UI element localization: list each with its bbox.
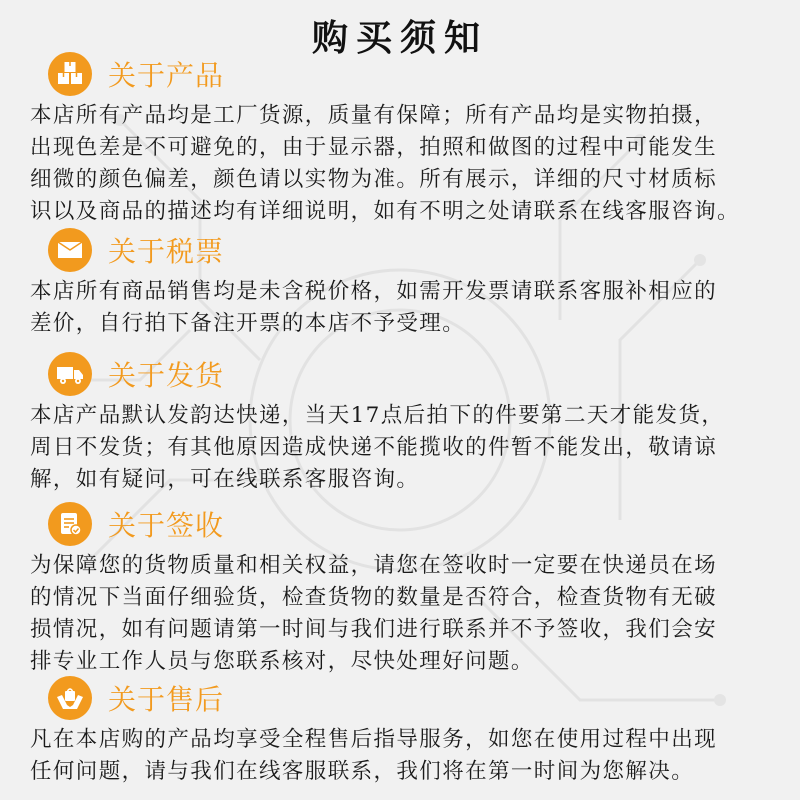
section-header-invoice — [48, 228, 224, 272]
text-line: 本店所有商品销售均是未含税价格，如需开发票请联系客服补相应的 — [30, 279, 718, 304]
truck-icon — [48, 352, 92, 396]
section-body-invoice — [30, 276, 775, 340]
section-body-after-sales — [30, 724, 775, 788]
text-line: 识以及商品的描述均有详细说明，如有不明之处请联系在线客服咨询。 — [30, 199, 740, 224]
text-line: 细微的颜色偏差，颜色请以实物为准。所有展示，详细的尺寸材质标 — [30, 167, 718, 192]
text-line: 周日不发货；有其他原因造成快递不能揽收的件暂不能发出，敬请谅 — [30, 435, 718, 460]
section-header-shipping — [48, 352, 224, 396]
section-title: 关于售后 — [108, 683, 225, 716]
invoice-icon — [48, 228, 92, 272]
section-header-product — [48, 52, 224, 96]
section-body-receipt — [30, 550, 775, 678]
text-line: 排专业工作人员与您联系核对，尽快处理好问题。 — [30, 649, 534, 674]
section-title: 关于发货 — [108, 359, 225, 392]
text-line: 凡在本店购的产品均享受全程售后指导服务，如您在使用过程中出现 — [30, 727, 718, 752]
text-line: 出现色差是不可避免的，由于显示器，拍照和做图的过程中可能发生 — [30, 135, 718, 160]
text-line: 为保障您的货物质量和相关权益，请您在签收时一定要在快递员在场 — [30, 553, 718, 578]
page-title: 购买须知 — [311, 17, 488, 59]
hands-bag-icon — [48, 676, 92, 720]
section-header-receipt — [48, 502, 224, 546]
section-title: 关于产品 — [108, 59, 225, 92]
box-icon — [48, 52, 92, 96]
text-line: 损情况，如有问题请第一时间与我们进行联系并不予签收，我们会安 — [30, 617, 718, 642]
text-line: 本店所有产品均是工厂货源，质量有保障；所有产品均是实物拍摄， — [30, 103, 718, 128]
text-line: 本店产品默认发韵达快递，当天17点后拍下的件要第二天才能发货， — [30, 403, 725, 428]
section-title: 关于税票 — [108, 235, 225, 268]
section-header-after-sales — [48, 676, 224, 720]
section-body-shipping — [30, 400, 775, 496]
clipboard-check-icon — [48, 502, 92, 546]
section-body-product — [30, 100, 775, 228]
text-line: 任何问题，请与我们在线客服联系，我们将在第一时间为您解决。 — [30, 759, 695, 784]
text-line: 的情况下当面仔细验货，检查货物的数量是否符合，检查货物有无破 — [30, 585, 718, 610]
text-line: 差价，自行拍下备注开票的本店不予受理。 — [30, 311, 466, 336]
section-title: 关于签收 — [108, 509, 225, 542]
text-line: 解，如有疑问，可在线联系客服咨询。 — [30, 467, 420, 492]
